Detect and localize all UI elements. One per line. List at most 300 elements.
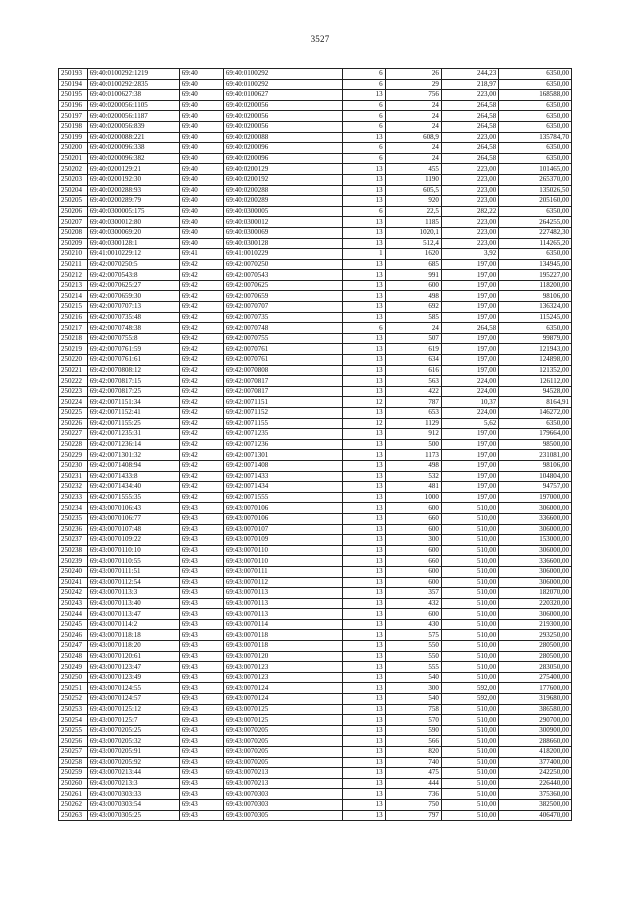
table-row — [59, 397, 572, 408]
cell-value: 114265,20 — [499, 238, 572, 249]
cell-value: 121943,00 — [499, 344, 572, 355]
cell-rate: 592,00 — [441, 694, 498, 705]
cell-cadastral-number: 69:43:0070303:33 — [87, 789, 179, 800]
cell-category: 13 — [342, 810, 385, 821]
cell-value: 319680,00 — [499, 694, 572, 705]
cell-value: 377400,00 — [499, 757, 572, 768]
cell-area: 475 — [385, 768, 441, 779]
table-row — [59, 323, 572, 334]
cell-cadastral-block: 69:42:0071433 — [223, 471, 342, 482]
cell-cadastral-block: 69:42:0071235 — [223, 429, 342, 440]
cell-record-no: 250233 — [59, 492, 88, 503]
cell-area: 432 — [385, 598, 441, 609]
cell-cadastral-block: 69:42:0071155 — [223, 418, 342, 429]
cell-category: 13 — [342, 185, 385, 196]
cell-rate: 510,00 — [441, 503, 498, 514]
cell-rate: 197,00 — [441, 355, 498, 366]
cell-record-no: 250226 — [59, 418, 88, 429]
cell-quarter: 69:43 — [179, 545, 223, 556]
table-row — [59, 799, 572, 810]
cell-area: 507 — [385, 333, 441, 344]
cell-category: 13 — [342, 630, 385, 641]
cell-category: 13 — [342, 439, 385, 450]
cell-area: 498 — [385, 460, 441, 471]
cell-rate: 223,00 — [441, 132, 498, 143]
cell-value: 288660,00 — [499, 736, 572, 747]
cell-cadastral-block: 69:43:0070113 — [223, 588, 342, 599]
cell-area: 590 — [385, 725, 441, 736]
table-row — [59, 121, 572, 132]
table-row — [59, 439, 572, 450]
cell-quarter: 69:43 — [179, 577, 223, 588]
cell-cadastral-number: 69:43:0070123:49 — [87, 672, 179, 683]
cell-rate: 264,58 — [441, 153, 498, 164]
cell-cadastral-number: 69:43:0070305:25 — [87, 810, 179, 821]
cell-quarter: 69:40 — [179, 174, 223, 185]
cell-quarter: 69:43 — [179, 662, 223, 673]
cell-rate: 510,00 — [441, 662, 498, 673]
cell-record-no: 250231 — [59, 471, 88, 482]
cell-rate: 264,58 — [441, 111, 498, 122]
cell-category: 13 — [342, 408, 385, 419]
cell-quarter: 69:40 — [179, 132, 223, 143]
cell-value: 306000,00 — [499, 566, 572, 577]
cell-quarter: 69:42 — [179, 355, 223, 366]
cell-area: 619 — [385, 344, 441, 355]
cell-rate: 197,00 — [441, 482, 498, 493]
cell-cadastral-block: 69:43:0070303 — [223, 789, 342, 800]
cell-cadastral-number: 69:40:0100627:38 — [87, 90, 179, 101]
cell-area: 498 — [385, 291, 441, 302]
cell-rate: 223,00 — [441, 238, 498, 249]
cell-category: 12 — [342, 397, 385, 408]
cell-category: 13 — [342, 704, 385, 715]
cell-value: 306000,00 — [499, 545, 572, 556]
table-row — [59, 556, 572, 567]
cell-cadastral-number: 69:43:0070118:20 — [87, 641, 179, 652]
cell-cadastral-block: 69:43:0070205 — [223, 736, 342, 747]
cell-value: 336600,00 — [499, 513, 572, 524]
cell-cadastral-block: 69:42:0071434 — [223, 482, 342, 493]
cell-cadastral-block: 69:41:0010229 — [223, 249, 342, 260]
cell-record-no: 250258 — [59, 757, 88, 768]
cell-record-no: 250217 — [59, 323, 88, 334]
cell-cadastral-block: 69:42:0071236 — [223, 439, 342, 450]
cell-category: 13 — [342, 535, 385, 546]
cell-quarter: 69:40 — [179, 121, 223, 132]
cell-area: 24 — [385, 153, 441, 164]
cell-cadastral-block: 69:43:0070123 — [223, 662, 342, 673]
table-row — [59, 111, 572, 122]
cell-category: 13 — [342, 799, 385, 810]
cell-cadastral-number: 69:40:0200056:1105 — [87, 100, 179, 111]
cell-record-no: 250250 — [59, 672, 88, 683]
cell-cadastral-number: 69:42:0071235:31 — [87, 429, 179, 440]
cell-record-no: 250222 — [59, 376, 88, 387]
cell-rate: 510,00 — [441, 641, 498, 652]
cell-value: 94528,00 — [499, 386, 572, 397]
cell-quarter: 69:42 — [179, 323, 223, 334]
cell-category: 13 — [342, 460, 385, 471]
cell-category: 6 — [342, 143, 385, 154]
cell-rate: 197,00 — [441, 270, 498, 281]
cell-quarter: 69:43 — [179, 588, 223, 599]
cell-category: 13 — [342, 291, 385, 302]
cell-rate: 197,00 — [441, 344, 498, 355]
cell-quarter: 69:43 — [179, 757, 223, 768]
cell-quarter: 69:40 — [179, 196, 223, 207]
cell-quarter: 69:43 — [179, 768, 223, 779]
cell-rate: 197,00 — [441, 492, 498, 503]
cell-rate: 264,58 — [441, 143, 498, 154]
cell-rate: 510,00 — [441, 566, 498, 577]
cell-value: 306000,00 — [499, 524, 572, 535]
cell-quarter: 69:42 — [179, 408, 223, 419]
cell-cadastral-block: 69:43:0070213 — [223, 778, 342, 789]
cell-quarter: 69:40 — [179, 227, 223, 238]
cell-category: 13 — [342, 312, 385, 323]
table-row — [59, 694, 572, 705]
cell-area: 600 — [385, 280, 441, 291]
cell-record-no: 250225 — [59, 408, 88, 419]
cell-category: 13 — [342, 588, 385, 599]
cell-quarter: 69:40 — [179, 111, 223, 122]
cell-rate: 218,97 — [441, 79, 498, 90]
table-row — [59, 302, 572, 313]
cell-area: 758 — [385, 704, 441, 715]
cell-quarter: 69:43 — [179, 810, 223, 821]
cell-rate: 510,00 — [441, 704, 498, 715]
cell-record-no: 250223 — [59, 386, 88, 397]
cell-record-no: 250257 — [59, 747, 88, 758]
cell-value: 94757,00 — [499, 482, 572, 493]
cell-record-no: 250208 — [59, 227, 88, 238]
cell-value: 135784,70 — [499, 132, 572, 143]
cell-record-no: 250194 — [59, 79, 88, 90]
cell-area: 300 — [385, 535, 441, 546]
cell-area: 563 — [385, 376, 441, 387]
cell-category: 6 — [342, 69, 385, 80]
cadastral-value-table — [58, 68, 572, 821]
cell-value: 118200,00 — [499, 280, 572, 291]
cell-rate: 510,00 — [441, 768, 498, 779]
cell-record-no: 250262 — [59, 799, 88, 810]
cell-cadastral-number: 69:43:0070124:57 — [87, 694, 179, 705]
cell-cadastral-number: 69:40:0200088:221 — [87, 132, 179, 143]
cell-rate: 510,00 — [441, 789, 498, 800]
table-row — [59, 90, 572, 101]
cell-area: 24 — [385, 111, 441, 122]
cell-category: 13 — [342, 641, 385, 652]
table-row — [59, 418, 572, 429]
cell-category: 13 — [342, 344, 385, 355]
cell-record-no: 250260 — [59, 778, 88, 789]
cell-quarter: 69:43 — [179, 524, 223, 535]
cell-value: 182070,00 — [499, 588, 572, 599]
cell-category: 13 — [342, 450, 385, 461]
cell-category: 13 — [342, 598, 385, 609]
cell-area: 685 — [385, 259, 441, 270]
cell-record-no: 250204 — [59, 185, 88, 196]
cell-record-no: 250206 — [59, 206, 88, 217]
cell-category: 13 — [342, 789, 385, 800]
table-row — [59, 545, 572, 556]
cell-cadastral-block: 69:42:0070817 — [223, 386, 342, 397]
cell-cadastral-number: 69:42:0071434:40 — [87, 482, 179, 493]
cell-value: 219300,00 — [499, 619, 572, 630]
cell-cadastral-block: 69:42:0070755 — [223, 333, 342, 344]
cell-area: 991 — [385, 270, 441, 281]
cell-cadastral-number: 69:42:0070659:30 — [87, 291, 179, 302]
cell-cadastral-block: 69:40:0200056 — [223, 111, 342, 122]
cell-quarter: 69:43 — [179, 641, 223, 652]
table-row — [59, 503, 572, 514]
cell-area: 512,4 — [385, 238, 441, 249]
cell-value: 6350,00 — [499, 249, 572, 260]
cell-area: 1620 — [385, 249, 441, 260]
cell-cadastral-number: 69:43:0070113:3 — [87, 588, 179, 599]
cell-quarter: 69:43 — [179, 747, 223, 758]
cell-category: 13 — [342, 725, 385, 736]
cell-cadastral-block: 69:40:0100627 — [223, 90, 342, 101]
cell-value: 418200,00 — [499, 747, 572, 758]
cell-rate: 264,58 — [441, 100, 498, 111]
cell-record-no: 250253 — [59, 704, 88, 715]
cell-quarter: 69:40 — [179, 69, 223, 80]
cell-quarter: 69:42 — [179, 397, 223, 408]
cell-category: 13 — [342, 196, 385, 207]
cell-rate: 510,00 — [441, 672, 498, 683]
cell-record-no: 250242 — [59, 588, 88, 599]
table-row — [59, 249, 572, 260]
cell-quarter: 69:40 — [179, 153, 223, 164]
cell-rate: 510,00 — [441, 556, 498, 567]
cell-quarter: 69:40 — [179, 238, 223, 249]
cell-category: 13 — [342, 715, 385, 726]
cell-quarter: 69:40 — [179, 79, 223, 90]
cell-quarter: 69:42 — [179, 280, 223, 291]
cell-rate: 223,00 — [441, 164, 498, 175]
cell-record-no: 250254 — [59, 715, 88, 726]
cell-category: 13 — [342, 556, 385, 567]
cell-value: 168588,00 — [499, 90, 572, 101]
cell-record-no: 250228 — [59, 439, 88, 450]
cell-cadastral-number: 69:40:0300128:1 — [87, 238, 179, 249]
table-row — [59, 747, 572, 758]
cell-cadastral-number: 69:42:0071152:41 — [87, 408, 179, 419]
cell-rate: 223,00 — [441, 217, 498, 228]
table-row — [59, 312, 572, 323]
cell-record-no: 250240 — [59, 566, 88, 577]
cell-category: 13 — [342, 280, 385, 291]
cell-record-no: 250256 — [59, 736, 88, 747]
cell-record-no: 250237 — [59, 535, 88, 546]
cell-cadastral-number: 69:43:0070123:47 — [87, 662, 179, 673]
cell-cadastral-number: 69:43:0070213:44 — [87, 768, 179, 779]
table-row — [59, 471, 572, 482]
cell-rate: 264,58 — [441, 121, 498, 132]
table-row — [59, 386, 572, 397]
table-row — [59, 577, 572, 588]
cell-area: 820 — [385, 747, 441, 758]
cell-value: 6350,00 — [499, 418, 572, 429]
cell-cadastral-block: 69:40:0200096 — [223, 153, 342, 164]
cell-rate: 223,00 — [441, 227, 498, 238]
cell-category: 13 — [342, 302, 385, 313]
cell-value: 135026,50 — [499, 185, 572, 196]
cell-quarter: 69:43 — [179, 694, 223, 705]
cell-category: 13 — [342, 376, 385, 387]
cell-cadastral-block: 69:43:0070118 — [223, 641, 342, 652]
cell-area: 660 — [385, 556, 441, 567]
cell-cadastral-block: 69:40:0100292 — [223, 69, 342, 80]
cell-value: 205160,00 — [499, 196, 572, 207]
cell-record-no: 250215 — [59, 302, 88, 313]
cell-category: 13 — [342, 778, 385, 789]
cell-quarter: 69:43 — [179, 736, 223, 747]
table-row — [59, 683, 572, 694]
cell-category: 12 — [342, 418, 385, 429]
cell-cadastral-block: 69:42:0070625 — [223, 280, 342, 291]
cell-value: 6350,00 — [499, 323, 572, 334]
cell-value: 306000,00 — [499, 577, 572, 588]
cell-record-no: 250214 — [59, 291, 88, 302]
cell-rate: 197,00 — [441, 291, 498, 302]
cell-rate: 510,00 — [441, 799, 498, 810]
cell-rate: 197,00 — [441, 471, 498, 482]
table-row — [59, 365, 572, 376]
cell-area: 540 — [385, 672, 441, 683]
cell-cadastral-number: 69:43:0070124:55 — [87, 683, 179, 694]
cell-quarter: 69:42 — [179, 429, 223, 440]
cell-value: 124898,00 — [499, 355, 572, 366]
cell-cadastral-block: 69:40:0300128 — [223, 238, 342, 249]
table-row — [59, 630, 572, 641]
cell-rate: 223,00 — [441, 196, 498, 207]
cell-value: 306000,00 — [499, 503, 572, 514]
cell-category: 13 — [342, 503, 385, 514]
cell-cadastral-number: 69:43:0070205:91 — [87, 747, 179, 758]
cell-record-no: 250198 — [59, 121, 88, 132]
cell-area: 1000 — [385, 492, 441, 503]
cell-quarter: 69:43 — [179, 683, 223, 694]
cell-cadastral-block: 69:42:0070761 — [223, 355, 342, 366]
cell-category: 6 — [342, 121, 385, 132]
cell-value: 6350,00 — [499, 121, 572, 132]
cell-area: 608,9 — [385, 132, 441, 143]
cell-cadastral-block: 69:43:0070112 — [223, 577, 342, 588]
cell-cadastral-number: 69:41:0010229:12 — [87, 249, 179, 260]
cell-quarter: 69:40 — [179, 185, 223, 196]
cell-value: 386580,00 — [499, 704, 572, 715]
cell-rate: 197,00 — [441, 429, 498, 440]
cell-rate: 510,00 — [441, 619, 498, 630]
cell-area: 600 — [385, 503, 441, 514]
cell-rate: 510,00 — [441, 598, 498, 609]
cell-cadastral-number: 69:42:0070761:59 — [87, 344, 179, 355]
cell-value: 6350,00 — [499, 153, 572, 164]
cell-value: 275400,00 — [499, 672, 572, 683]
cell-cadastral-block: 69:43:0070205 — [223, 725, 342, 736]
cell-cadastral-block: 69:40:0200129 — [223, 164, 342, 175]
cell-cadastral-number: 69:40:0300005:175 — [87, 206, 179, 217]
table-row — [59, 206, 572, 217]
cell-quarter: 69:43 — [179, 503, 223, 514]
cell-rate: 282,22 — [441, 206, 498, 217]
cell-rate: 510,00 — [441, 725, 498, 736]
cell-value: 98106,00 — [499, 460, 572, 471]
cell-cadastral-number: 69:43:0070118:18 — [87, 630, 179, 641]
cell-cadastral-block: 69:43:0070125 — [223, 715, 342, 726]
cell-category: 13 — [342, 768, 385, 779]
cell-quarter: 69:41 — [179, 249, 223, 260]
cell-value: 146272,00 — [499, 408, 572, 419]
table-row — [59, 704, 572, 715]
cell-area: 787 — [385, 397, 441, 408]
cell-quarter: 69:43 — [179, 513, 223, 524]
cell-cadastral-number: 69:43:0070205:25 — [87, 725, 179, 736]
cell-record-no: 250235 — [59, 513, 88, 524]
cell-cadastral-block: 69:42:0070817 — [223, 376, 342, 387]
cell-record-no: 250220 — [59, 355, 88, 366]
cell-category: 13 — [342, 270, 385, 281]
table-row — [59, 174, 572, 185]
cell-value: 406470,00 — [499, 810, 572, 821]
cell-quarter: 69:43 — [179, 778, 223, 789]
cell-cadastral-block: 69:43:0070124 — [223, 694, 342, 705]
cell-category: 13 — [342, 227, 385, 238]
cell-quarter: 69:43 — [179, 556, 223, 567]
cell-rate: 510,00 — [441, 513, 498, 524]
cell-rate: 510,00 — [441, 524, 498, 535]
cell-rate: 510,00 — [441, 747, 498, 758]
table-row — [59, 238, 572, 249]
cell-rate: 5,62 — [441, 418, 498, 429]
cell-cadastral-number: 69:43:0070303:54 — [87, 799, 179, 810]
cell-cadastral-block: 69:43:0070123 — [223, 672, 342, 683]
cell-category: 6 — [342, 153, 385, 164]
cell-category: 13 — [342, 545, 385, 556]
cell-category: 13 — [342, 259, 385, 270]
table-row — [59, 566, 572, 577]
cell-cadastral-number: 69:40:0200289:79 — [87, 196, 179, 207]
cell-cadastral-block: 69:42:0071555 — [223, 492, 342, 503]
cell-value: 98106,00 — [499, 291, 572, 302]
cell-cadastral-block: 69:43:0070213 — [223, 768, 342, 779]
table-row — [59, 810, 572, 821]
table-row — [59, 132, 572, 143]
cell-rate: 510,00 — [441, 630, 498, 641]
cell-record-no: 250221 — [59, 365, 88, 376]
cell-record-no: 250211 — [59, 259, 88, 270]
table-row — [59, 768, 572, 779]
cell-record-no: 250224 — [59, 397, 88, 408]
cell-cadastral-number: 69:43:0070114:2 — [87, 619, 179, 630]
cell-category: 13 — [342, 238, 385, 249]
cell-cadastral-block: 69:43:0070205 — [223, 757, 342, 768]
cell-category: 13 — [342, 492, 385, 503]
cell-cadastral-number: 69:43:0070113:40 — [87, 598, 179, 609]
cell-value: 227482,30 — [499, 227, 572, 238]
cell-cadastral-number: 69:42:0071301:32 — [87, 450, 179, 461]
cell-category: 1 — [342, 249, 385, 260]
cell-value: 306000,00 — [499, 609, 572, 620]
cell-category: 6 — [342, 323, 385, 334]
cell-record-no: 250245 — [59, 619, 88, 630]
cell-area: 920 — [385, 196, 441, 207]
cell-cadastral-block: 69:40:0200056 — [223, 100, 342, 111]
cell-value: 153000,00 — [499, 535, 572, 546]
